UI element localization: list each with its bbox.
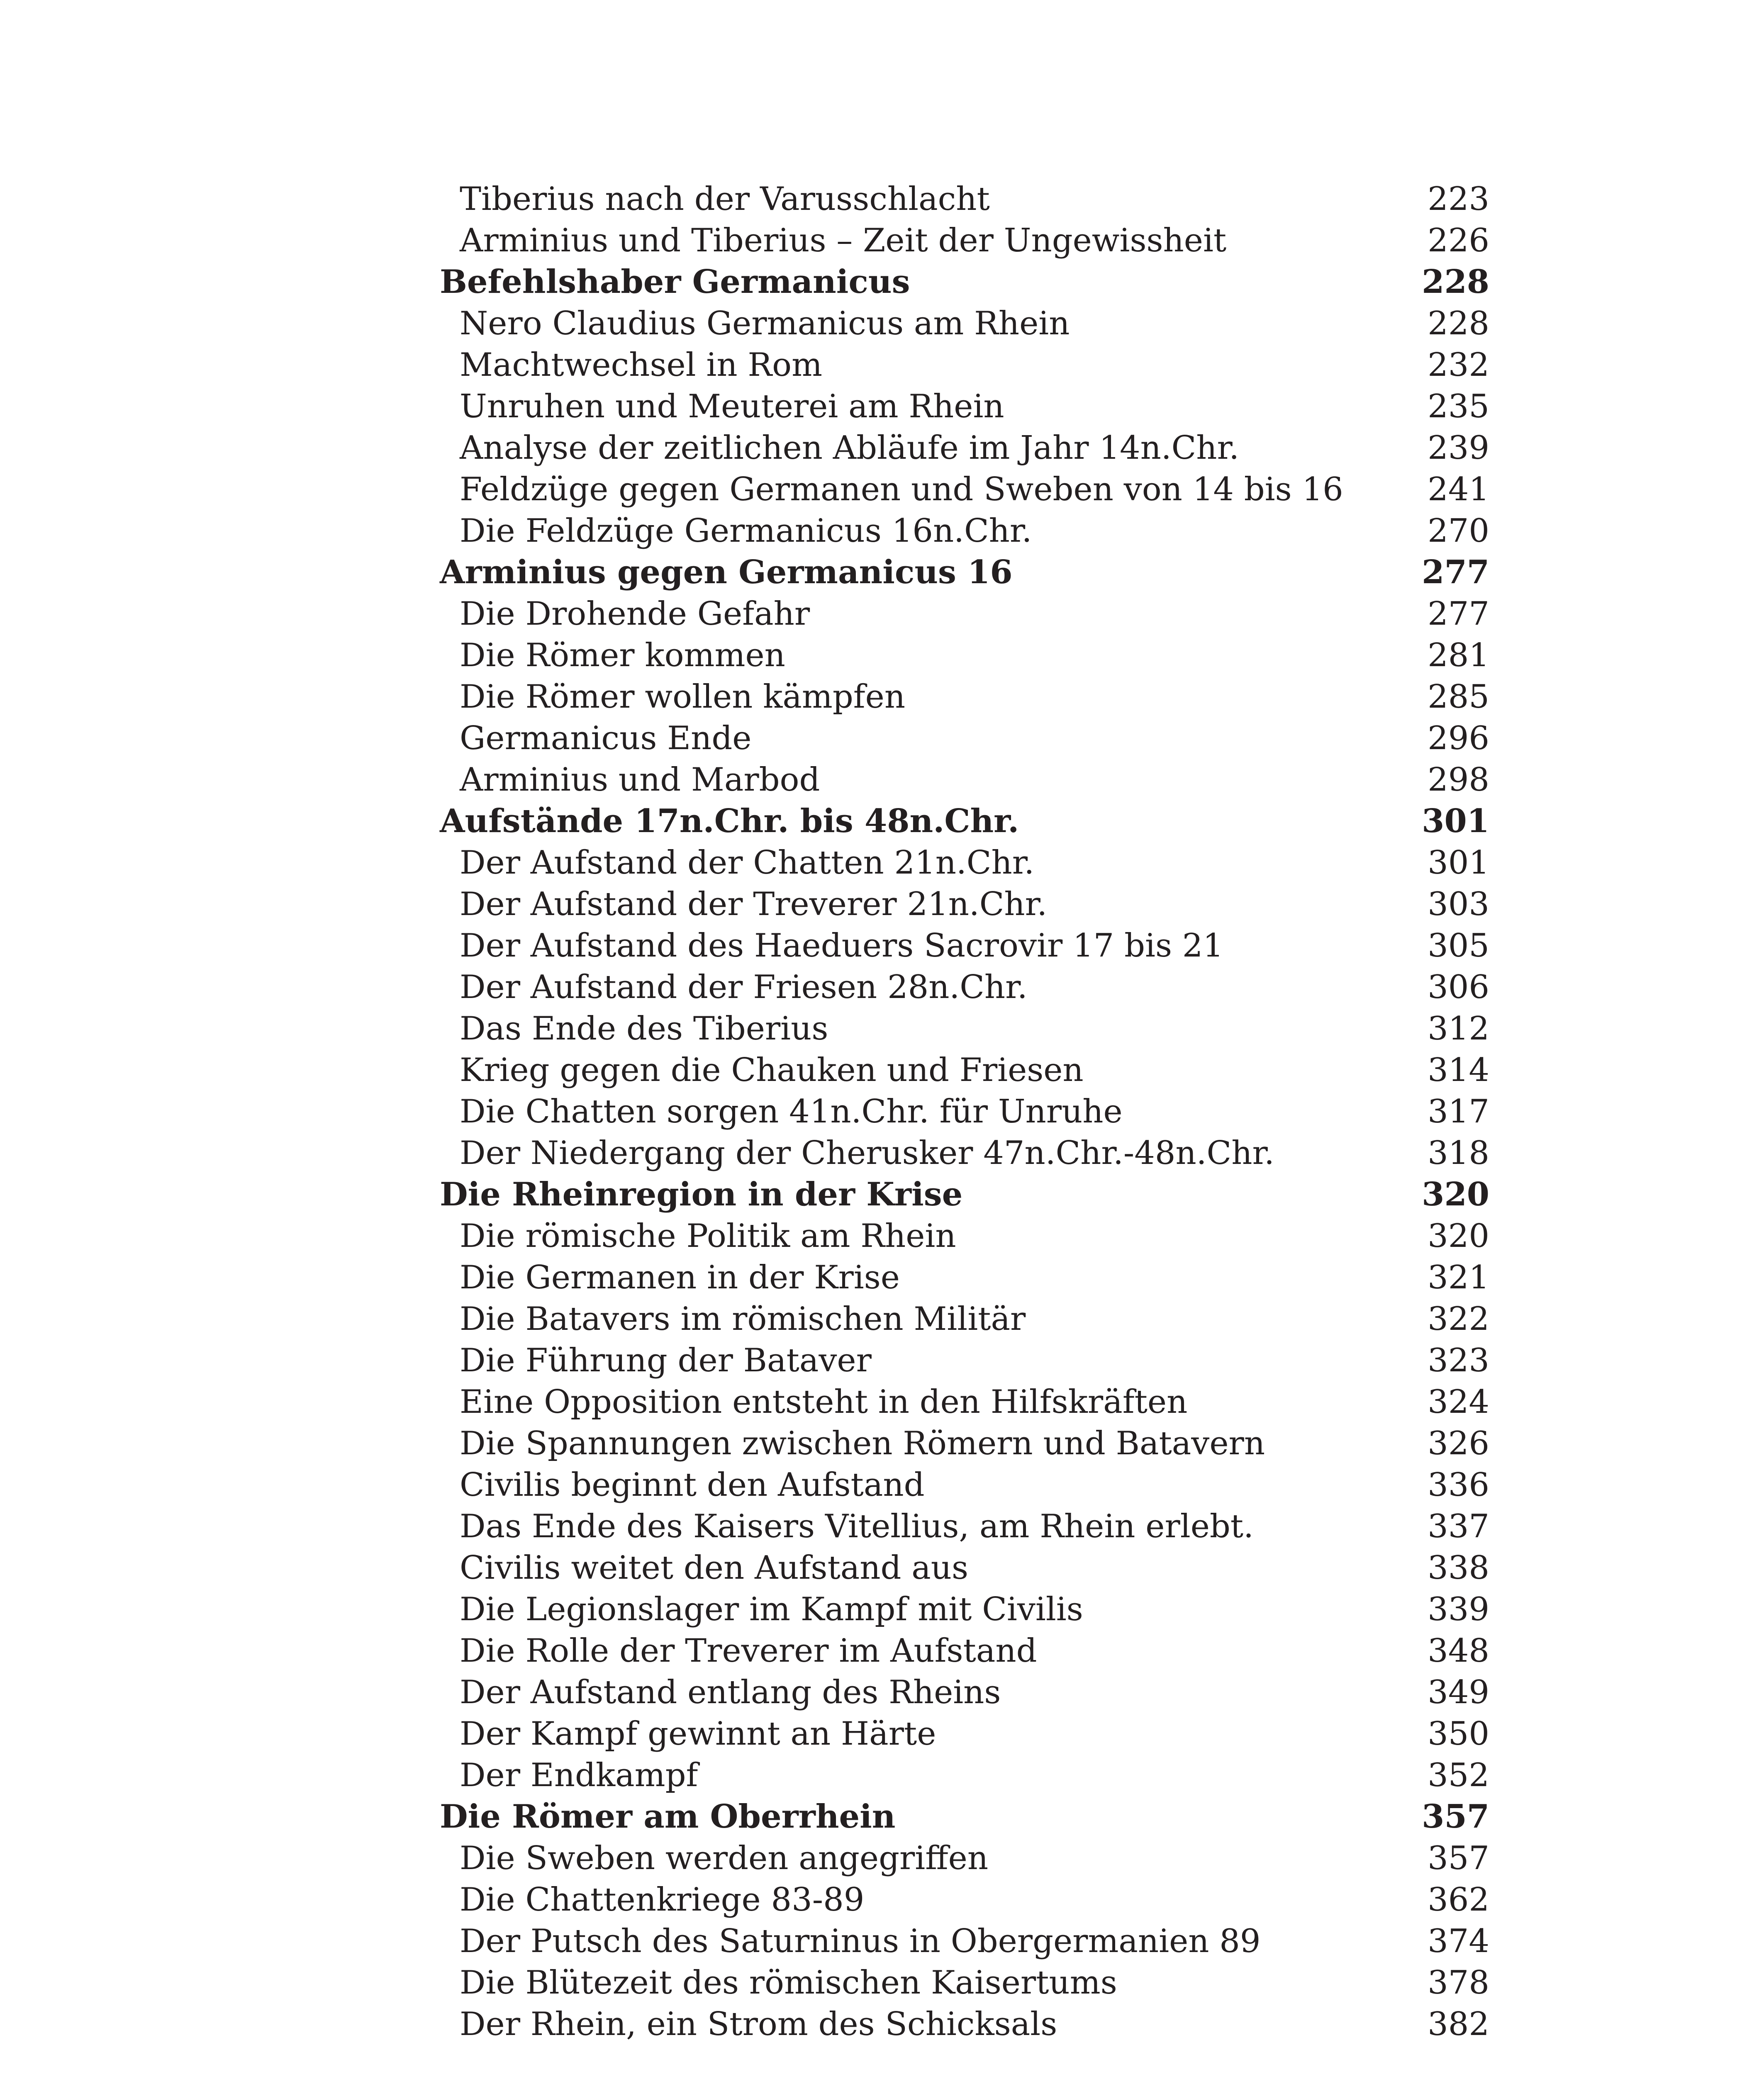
toc-section-entry — [440, 344, 1489, 386]
toc-section-entry — [440, 925, 1489, 966]
toc-entry-page-number: 382 — [1428, 2006, 1489, 2043]
toc-entry-page-number: 321 — [1428, 1259, 1489, 1296]
toc-entry-page-number: 241 — [1428, 471, 1489, 508]
toc-section-entry — [440, 1298, 1489, 1340]
toc-chapter-entry — [440, 1174, 1489, 1215]
toc-entry-page-number: 318 — [1428, 1134, 1489, 1172]
toc-entry-title: Die Führung der Bataver — [460, 1342, 872, 1379]
toc-entry-page-number: 277 — [1422, 553, 1489, 591]
toc-entry-page-number: 323 — [1428, 1342, 1489, 1379]
toc-section-entry — [440, 1506, 1489, 1547]
toc-entry-title: Die Blütezeit des römischen Kaisertums — [460, 1964, 1117, 2001]
toc-entry-page-number: 362 — [1428, 1881, 1489, 1918]
toc-entry-page-number: 223 — [1428, 180, 1489, 218]
toc-section-entry — [440, 1257, 1489, 1298]
toc-section-entry — [440, 1423, 1489, 1464]
toc-section-entry — [440, 2003, 1489, 2045]
toc-entry-page-number: 301 — [1422, 802, 1489, 840]
toc-entry-page-number: 228 — [1428, 305, 1489, 342]
toc-entry-title: Der Aufstand der Chatten 21n.Chr. — [460, 844, 1035, 881]
toc-section-entry — [440, 1713, 1489, 1755]
toc-entry-page-number: 348 — [1428, 1632, 1489, 1670]
toc-section-entry — [440, 1589, 1489, 1630]
toc-entry-page-number: 232 — [1428, 346, 1489, 384]
toc-entry-title: Die Legionslager im Kampf mit Civilis — [460, 1591, 1083, 1628]
toc-section-entry — [440, 1464, 1489, 1506]
toc-entry-title: Die römische Politik am Rhein — [460, 1217, 956, 1255]
toc-chapter-entry — [440, 801, 1489, 842]
toc-entry-title: Die Rolle der Treverer im Aufstand — [460, 1632, 1037, 1670]
toc-entry-page-number: 374 — [1428, 1923, 1489, 1960]
toc-entry-title: Arminius gegen Germanicus 16 — [440, 553, 1013, 591]
toc-entry-title: Die Römer kommen — [460, 637, 785, 674]
toc-entry-title: Der Putsch des Saturninus in Obergermanien 89 — [460, 1923, 1261, 1960]
toc-entry-page-number: 270 — [1428, 512, 1489, 550]
toc-entry-title: Der Aufstand der Treverer 21n.Chr. — [460, 886, 1048, 923]
toc-entry-title: Die Germanen in der Krise — [460, 1259, 900, 1296]
toc-entry-page-number: 378 — [1428, 1964, 1489, 2001]
toc-section-entry — [440, 1672, 1489, 1713]
toc-entry-title: Nero Claudius Germanicus am Rhein — [460, 305, 1070, 342]
toc-entry-title: Die Römer am Oberrhein — [440, 1798, 896, 1835]
toc-entry-title: Krieg gegen die Chauken und Friesen — [460, 1052, 1084, 1089]
toc-entry-title: Befehlshaber Germanicus — [440, 263, 910, 301]
toc-entry-title: Die Rheinregion in der Krise — [440, 1176, 963, 1213]
toc-entry-title: Aufstände 17n.Chr. bis 48n.Chr. — [440, 802, 1019, 840]
toc-entry-title: Der Rhein, ein Strom des Schicksals — [460, 2006, 1057, 2043]
toc-section-entry — [440, 469, 1489, 510]
toc-section-entry — [440, 510, 1489, 552]
toc-entry-title: Das Ende des Tiberius — [460, 1010, 828, 1047]
toc-entry-page-number: 337 — [1428, 1508, 1489, 1545]
toc-entry-page-number: 305 — [1428, 927, 1489, 964]
toc-section-entry — [440, 1630, 1489, 1672]
toc-section-entry — [440, 1381, 1489, 1423]
toc-entry-page-number: 235 — [1428, 388, 1489, 425]
toc-entry-title: Germanicus Ende — [460, 720, 752, 757]
toc-entry-title: Feldzüge gegen Germanen und Sweben von 14 bis 16 — [460, 471, 1343, 508]
table-of-contents — [440, 178, 1489, 2045]
toc-entry-title: Der Kampf gewinnt an Härte — [460, 1715, 936, 1753]
toc-entry-page-number: 336 — [1428, 1466, 1489, 1504]
toc-entry-page-number: 357 — [1428, 1840, 1489, 1877]
toc-section-entry — [440, 220, 1489, 261]
toc-entry-title: Der Aufstand der Friesen 28n.Chr. — [460, 969, 1028, 1006]
toc-section-entry — [440, 1008, 1489, 1049]
toc-entry-page-number: 314 — [1428, 1052, 1489, 1089]
toc-section-entry — [440, 1091, 1489, 1132]
toc-entry-page-number: 228 — [1422, 263, 1489, 301]
toc-entry-title: Analyse der zeitlichen Abläufe im Jahr 14n.Chr. — [460, 429, 1240, 467]
toc-entry-page-number: 277 — [1428, 595, 1489, 633]
toc-section-entry — [440, 884, 1489, 925]
toc-chapter-entry — [440, 552, 1489, 593]
toc-entry-title: Eine Opposition entsteht in den Hilfskräften — [460, 1383, 1188, 1421]
toc-entry-title: Die Drohende Gefahr — [460, 595, 810, 633]
toc-entry-title: Der Aufstand entlang des Rheins — [460, 1674, 1001, 1711]
toc-entry-title: Unruhen und Meuterei am Rhein — [460, 388, 1004, 425]
toc-section-entry — [440, 386, 1489, 427]
toc-chapter-entry — [440, 261, 1489, 303]
toc-entry-page-number: 357 — [1422, 1798, 1489, 1835]
toc-entry-page-number: 303 — [1428, 886, 1489, 923]
toc-section-entry — [440, 1547, 1489, 1589]
toc-section-entry — [440, 178, 1489, 220]
toc-section-entry — [440, 303, 1489, 344]
toc-section-entry — [440, 1879, 1489, 1921]
toc-entry-page-number: 312 — [1428, 1010, 1489, 1047]
toc-section-entry — [440, 1340, 1489, 1381]
toc-section-entry — [440, 759, 1489, 801]
toc-section-entry — [440, 1962, 1489, 2003]
toc-entry-title: Der Endkampf — [460, 1757, 698, 1794]
toc-chapter-entry — [440, 1796, 1489, 1838]
toc-entry-page-number: 306 — [1428, 969, 1489, 1006]
toc-entry-title: Die Chatten sorgen 41n.Chr. für Unruhe — [460, 1093, 1123, 1130]
toc-entry-page-number: 301 — [1428, 844, 1489, 881]
toc-entry-page-number: 226 — [1428, 222, 1489, 259]
toc-entry-title: Die Spannungen zwischen Römern und Batavern — [460, 1425, 1265, 1462]
toc-entry-title: Civilis weitet den Aufstand aus — [460, 1549, 969, 1587]
toc-section-entry — [440, 842, 1489, 884]
toc-entry-page-number: 285 — [1428, 678, 1489, 716]
toc-section-entry — [440, 593, 1489, 635]
toc-section-entry — [440, 427, 1489, 469]
toc-entry-page-number: 281 — [1428, 637, 1489, 674]
toc-entry-page-number: 339 — [1428, 1591, 1489, 1628]
toc-entry-title: Arminius und Marbod — [460, 761, 820, 798]
toc-entry-page-number: 320 — [1422, 1176, 1489, 1213]
toc-entry-title: Der Aufstand des Haeduers Sacrovir 17 bis 21 — [460, 927, 1224, 964]
toc-section-entry — [440, 635, 1489, 676]
toc-entry-page-number: 320 — [1428, 1217, 1489, 1255]
toc-entry-page-number: 324 — [1428, 1383, 1489, 1421]
toc-entry-title: Tiberius nach der Varusschlacht — [460, 180, 990, 218]
toc-entry-title: Die Römer wollen kämpfen — [460, 678, 906, 716]
toc-entry-title: Der Niedergang der Cherusker 47n.Chr.-48n.Chr. — [460, 1134, 1274, 1172]
toc-entry-title: Die Batavers im römischen Militär — [460, 1300, 1026, 1338]
toc-section-entry — [440, 1215, 1489, 1257]
toc-entry-title: Das Ende des Kaisers Vitellius, am Rhein erlebt. — [460, 1508, 1254, 1545]
toc-section-entry — [440, 718, 1489, 759]
toc-entry-page-number: 298 — [1428, 761, 1489, 798]
toc-entry-title: Machtwechsel in Rom — [460, 346, 823, 384]
toc-section-entry — [440, 1049, 1489, 1091]
toc-entry-title: Civilis beginnt den Aufstand — [460, 1466, 925, 1504]
toc-entry-page-number: 326 — [1428, 1425, 1489, 1462]
toc-entry-page-number: 338 — [1428, 1549, 1489, 1587]
toc-entry-page-number: 349 — [1428, 1674, 1489, 1711]
toc-entry-title: Die Sweben werden angegriffen — [460, 1840, 989, 1877]
toc-entry-title: Die Chattenkriege 83-89 — [460, 1881, 865, 1918]
toc-entry-title: Arminius und Tiberius – Zeit der Ungewissheit — [460, 222, 1227, 259]
toc-entry-title: Die Feldzüge Germanicus 16n.Chr. — [460, 512, 1032, 550]
toc-entry-page-number: 296 — [1428, 720, 1489, 757]
toc-entry-page-number: 317 — [1428, 1093, 1489, 1130]
toc-entry-page-number: 350 — [1428, 1715, 1489, 1753]
toc-entry-page-number: 352 — [1428, 1757, 1489, 1794]
toc-section-entry — [440, 676, 1489, 718]
toc-section-entry — [440, 966, 1489, 1008]
toc-section-entry — [440, 1838, 1489, 1879]
toc-section-entry — [440, 1132, 1489, 1174]
toc-section-entry — [440, 1755, 1489, 1796]
toc-entry-page-number: 239 — [1428, 429, 1489, 467]
toc-entry-page-number: 322 — [1428, 1300, 1489, 1338]
toc-section-entry — [440, 1921, 1489, 1962]
